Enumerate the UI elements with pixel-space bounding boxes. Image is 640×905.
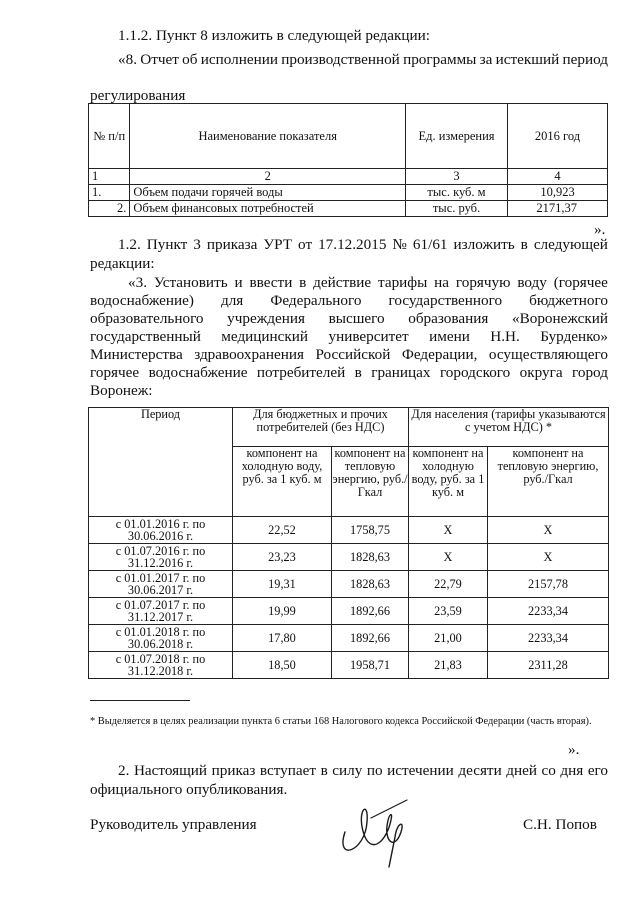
clause-3-word: город bbox=[572, 364, 608, 381]
clause-1-1-2: 1.1.2. Пункт 8 изложить в следующей редакции: bbox=[118, 27, 431, 44]
table-row bbox=[89, 185, 608, 201]
clause-3-last-line: Воронеж: bbox=[90, 382, 153, 399]
clause-3-word: границах bbox=[371, 364, 431, 381]
t2-cell-pop-cold: 21,00 bbox=[409, 625, 488, 652]
t2-cell-period: с 01.01.2018 г. по 30.06.2018 г. bbox=[89, 625, 233, 652]
t2-header-pop-heat: компонент на тепловую энергию, руб./Гкал bbox=[488, 447, 609, 517]
footnote-separator bbox=[90, 700, 190, 701]
clause-8-line-2: регулирования bbox=[90, 87, 186, 104]
clause-3-word: для bbox=[221, 292, 244, 309]
clause-3-word: водоснабжение) bbox=[90, 292, 194, 309]
clause-3-line bbox=[90, 364, 608, 382]
clause-3-word: Установить bbox=[153, 274, 228, 291]
t1-r1-name: Объем подачи горячей воды bbox=[130, 185, 406, 201]
clause-3-word: водоснабжение bbox=[148, 364, 248, 381]
clause-3-word: горячее bbox=[90, 364, 140, 381]
t2-cell-budget-cold: 22,52 bbox=[233, 517, 332, 544]
production-program-table bbox=[88, 103, 608, 217]
t1-header-no: № п/п bbox=[89, 104, 130, 169]
p3-word: изложить bbox=[453, 236, 515, 253]
p5-word: в bbox=[320, 762, 328, 779]
clause-3-word: медицинский bbox=[221, 328, 309, 345]
p2-word: истекший bbox=[495, 51, 560, 68]
table-row bbox=[89, 201, 608, 217]
p2-word: Отчет bbox=[140, 51, 179, 68]
clause-3-word: округа bbox=[519, 364, 563, 381]
clause-3-word: осуществляющего bbox=[488, 346, 608, 363]
table-row bbox=[89, 625, 609, 652]
p5-word: дней bbox=[506, 762, 537, 779]
p5-word: десяти bbox=[458, 762, 502, 779]
t2-cell-pop-cold: Х bbox=[409, 517, 488, 544]
clause-2-line-2: официального опубликования. bbox=[90, 781, 288, 798]
clause-3-word: (горячее bbox=[553, 274, 608, 291]
t1-num-2: 2 bbox=[130, 169, 406, 185]
t1-r2-unit: тыс. руб. bbox=[406, 201, 508, 217]
t2-cell-pop-heat: Х bbox=[488, 517, 609, 544]
clause-3-word: горячую bbox=[455, 274, 511, 291]
t2-cell-pop-heat: 2311,28 bbox=[488, 652, 609, 679]
p2-word: за bbox=[479, 51, 493, 68]
t2-cell-budget-heat: 1958,71 bbox=[332, 652, 409, 679]
p2-word: «8. bbox=[118, 51, 137, 68]
t2-cell-pop-cold: 21,83 bbox=[409, 652, 488, 679]
clause-3-line bbox=[90, 274, 608, 292]
t2-cell-budget-heat: 1758,75 bbox=[332, 517, 409, 544]
p5-word: 2. bbox=[118, 762, 130, 779]
t2-cell-pop-cold: Х bbox=[409, 544, 488, 571]
p3-word: № bbox=[392, 236, 407, 253]
t2-cell-pop-heat: 2157,78 bbox=[488, 571, 609, 598]
clause-3-word: ввести bbox=[249, 274, 293, 291]
t2-header-population: Для населения (тарифы указываются с учетом НДС) * bbox=[409, 408, 609, 447]
t1-num-4: 4 bbox=[508, 169, 608, 185]
clause-3-word: имени bbox=[429, 328, 470, 345]
clause-3-word: и bbox=[234, 274, 243, 291]
t2-cell-budget-heat: 1828,63 bbox=[332, 571, 409, 598]
clause-3-word: воду bbox=[517, 274, 547, 291]
t1-header-unit: Ед. измерения bbox=[406, 104, 508, 169]
clause-3-word: Федерации, bbox=[401, 346, 478, 363]
p3-word: приказа bbox=[206, 236, 258, 253]
p3-word: в bbox=[520, 236, 528, 253]
t1-num-3: 3 bbox=[406, 169, 508, 185]
t2-cell-budget-cold: 17,80 bbox=[233, 625, 332, 652]
table-row bbox=[89, 652, 609, 679]
t2-cell-pop-heat: 2233,34 bbox=[488, 625, 609, 652]
table-row bbox=[89, 517, 609, 544]
p2-word: об bbox=[182, 51, 198, 68]
clause-3-word: тарифы bbox=[378, 274, 428, 291]
t2-cell-pop-cold: 22,79 bbox=[409, 571, 488, 598]
clause-3-line bbox=[90, 292, 608, 310]
clause-3-word: «Воронежский bbox=[512, 310, 608, 327]
closing-quote-1: ». bbox=[594, 221, 606, 238]
clause-3-line bbox=[90, 328, 608, 346]
p3-word: 17.12.2015 bbox=[318, 236, 387, 253]
p5-word: силу bbox=[332, 762, 363, 779]
clause-3-word: Бурденко» bbox=[540, 328, 608, 345]
p2-word: производственной bbox=[281, 51, 400, 68]
clause-3-word: высшего bbox=[328, 310, 385, 327]
clause-3-word: Министерства bbox=[90, 346, 183, 363]
p2-word: период bbox=[562, 51, 608, 68]
t1-r2-no: 2. bbox=[89, 201, 130, 217]
signatory-name: С.Н. Попов bbox=[523, 816, 597, 833]
clause-3-word: Российской bbox=[315, 346, 391, 363]
table-row bbox=[89, 598, 609, 625]
t2-cell-pop-heat: 2233,34 bbox=[488, 598, 609, 625]
t2-cell-period: с 01.07.2016 г. по 31.12.2016 г. bbox=[89, 544, 233, 571]
p2-word: исполнении bbox=[200, 51, 278, 68]
p3-word: 3 bbox=[193, 236, 201, 253]
clause-3-word: действие bbox=[313, 274, 372, 291]
t2-header-budget-heat: компонент на тепловую энергию, руб./Гкал bbox=[332, 447, 409, 517]
p3-word: УРТ bbox=[263, 236, 293, 253]
clause-3-word: «3. bbox=[128, 274, 147, 291]
clause-3-line bbox=[90, 310, 608, 328]
t2-cell-pop-heat: Х bbox=[488, 544, 609, 571]
t2-cell-period: с 01.07.2018 г. по 31.12.2018 г. bbox=[89, 652, 233, 679]
p5-word: приказ bbox=[211, 762, 256, 779]
p5-word: со bbox=[541, 762, 556, 779]
p5-word: дня bbox=[560, 762, 584, 779]
clause-3-word: университет bbox=[328, 328, 409, 345]
clause-3-word: учреждения bbox=[227, 310, 305, 327]
t2-cell-budget-cold: 19,31 bbox=[233, 571, 332, 598]
p3-word: от bbox=[298, 236, 313, 253]
clause-3-word: бюджетного bbox=[529, 292, 608, 309]
t2-header-budget: Для бюджетных и прочих потребителей (без НДС) bbox=[233, 408, 409, 447]
t2-cell-budget-heat: 1892,66 bbox=[332, 598, 409, 625]
t1-r1-value: 10,923 bbox=[508, 185, 608, 201]
p5-word: Настоящий bbox=[133, 762, 208, 779]
t2-header-period: Период bbox=[89, 408, 233, 517]
p5-word: по bbox=[366, 762, 383, 779]
t2-cell-budget-cold: 23,23 bbox=[233, 544, 332, 571]
clause-3-word: в bbox=[354, 364, 362, 381]
t2-cell-pop-cold: 23,59 bbox=[409, 598, 488, 625]
p3-word: Пункт bbox=[146, 236, 188, 253]
t1-r2-name: Объем финансовых потребностей bbox=[130, 201, 406, 217]
handwritten-signature bbox=[335, 792, 415, 872]
t2-header-pop-cold: компонент на холодную воду, руб. за 1 куб. м bbox=[409, 447, 488, 517]
footnote: * Выделяется в целях реализации пункта 6 статьи 168 Налогового кодекса Российской Федерации (часть вторая). bbox=[90, 716, 592, 727]
t2-cell-budget-cold: 18,50 bbox=[233, 652, 332, 679]
clause-3-word: в bbox=[299, 274, 307, 291]
clause-3-word: образования bbox=[408, 310, 489, 327]
p3-word: 1.2. bbox=[118, 236, 141, 253]
clause-3-line bbox=[90, 346, 608, 364]
p5-word: истечении bbox=[387, 762, 454, 779]
closing-quote-2: ». bbox=[568, 741, 580, 758]
clause-3-word: государственный bbox=[90, 328, 201, 345]
clause-3-word: потребителей bbox=[256, 364, 346, 381]
clause-3-word: образовательного bbox=[90, 310, 204, 327]
table-row bbox=[89, 571, 609, 598]
t2-cell-budget-heat: 1828,63 bbox=[332, 544, 409, 571]
clause-1-2-line-2: редакции: bbox=[90, 255, 155, 272]
p5-word: вступает bbox=[259, 762, 317, 779]
t1-r1-unit: тыс. куб. м bbox=[406, 185, 508, 201]
clause-8-line-1 bbox=[118, 51, 608, 69]
clause-2-line-1 bbox=[118, 762, 608, 780]
clause-3-word: на bbox=[434, 274, 450, 291]
t1-header-year: 2016 год bbox=[508, 104, 608, 169]
clause-3-word: Федерального bbox=[270, 292, 362, 309]
t2-cell-period: с 01.01.2017 г. по 30.06.2017 г. bbox=[89, 571, 233, 598]
clause-3-word: государственного bbox=[388, 292, 503, 309]
t2-cell-budget-heat: 1892,66 bbox=[332, 625, 409, 652]
t2-cell-period: с 01.01.2016 г. по 30.06.2016 г. bbox=[89, 517, 233, 544]
t2-cell-period: с 01.07.2017 г. по 31.12.2017 г. bbox=[89, 598, 233, 625]
signatory-title: Руководитель управления bbox=[90, 816, 257, 833]
t1-r2-value: 2171,37 bbox=[508, 201, 608, 217]
clause-3-text bbox=[90, 274, 608, 400]
p5-word: его bbox=[587, 762, 608, 779]
table-row bbox=[89, 544, 609, 571]
tariff-table bbox=[88, 407, 609, 679]
p3-word: следующей bbox=[533, 236, 608, 253]
t2-cell-budget-cold: 19,99 bbox=[233, 598, 332, 625]
clause-3-word: здравоохранения bbox=[194, 346, 304, 363]
p2-word: программы bbox=[403, 51, 477, 68]
t1-header-name: Наименование показателя bbox=[130, 104, 406, 169]
clause-3-word: городского bbox=[439, 364, 511, 381]
t1-r1-no: 1. bbox=[89, 185, 130, 201]
clause-3-word: Н.Н. bbox=[490, 328, 520, 345]
t1-num-1: 1 bbox=[89, 169, 130, 185]
clause-1-2-line-1 bbox=[118, 236, 608, 254]
t2-header-budget-cold: компонент на холодную воду, руб. за 1 куб. м bbox=[233, 447, 332, 517]
p3-word: 61/61 bbox=[412, 236, 448, 253]
